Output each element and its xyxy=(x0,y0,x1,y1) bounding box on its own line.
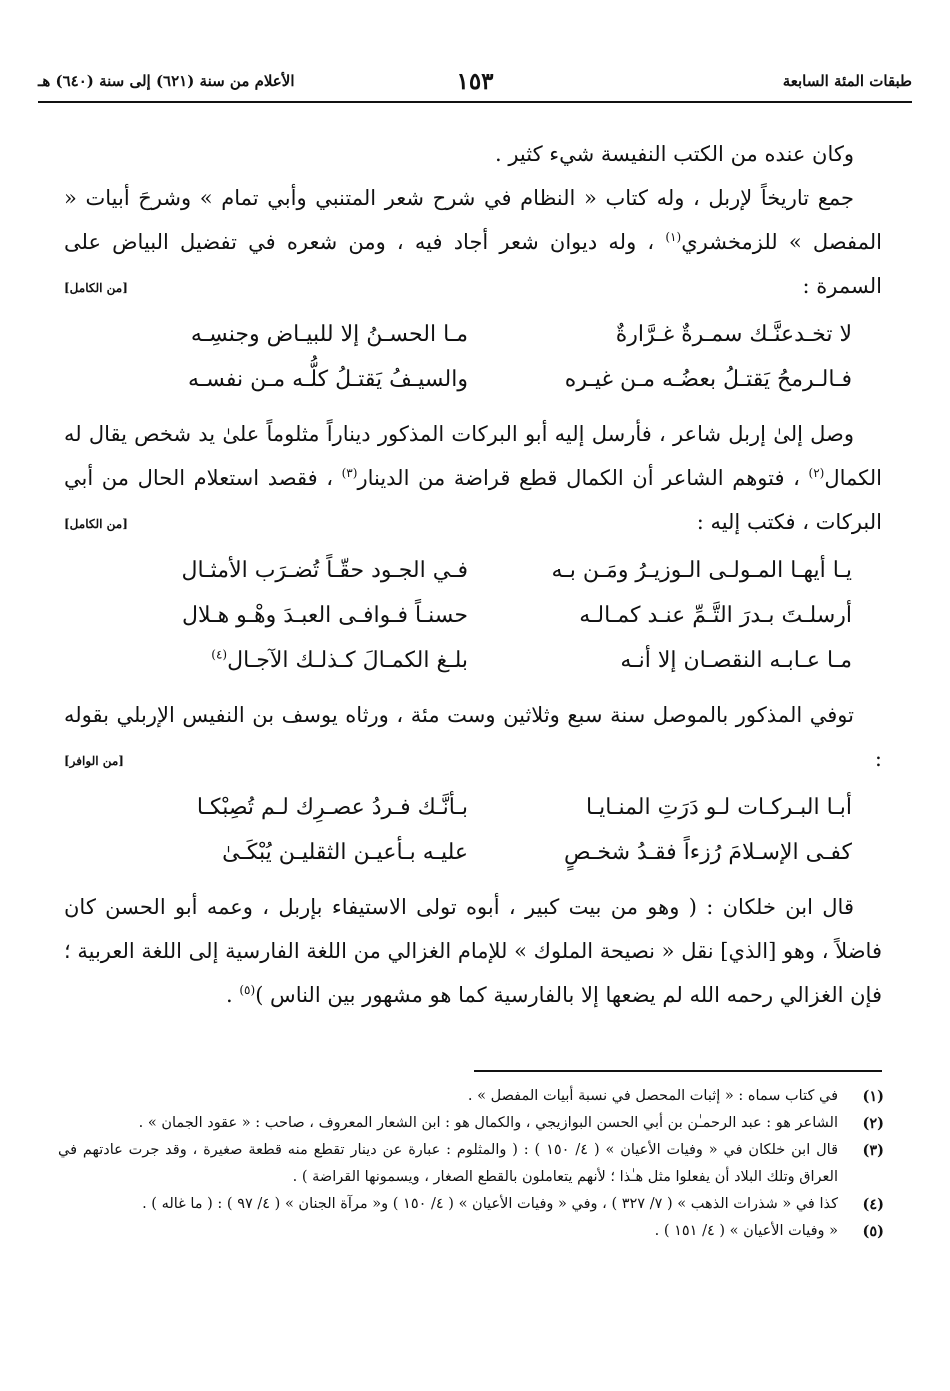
paragraph-5-text-b: . xyxy=(226,983,240,1007)
footnote-number: (٢) xyxy=(862,1115,884,1132)
poem-2-verse xyxy=(84,548,852,593)
page-number: ١٥٣ xyxy=(456,68,494,95)
verse-first-hemistich: أرسلـتَ بـدرَ التَّـمِّ عنـد كمـالـه xyxy=(579,603,852,628)
footnote-text: قال ابن خلكان في « وفيات الأعيان » ( ٤/ ١٥٠ ) : ( والمثلوم : عبارة عن دينار تقطع منه قطعة صغيرة ، وقد جرت عادتهم في العراق وتلك البلاد أن يفعلوا مثل هـٰذا ؛ لأنهم يتعاملون بالقطع الصغار ، ويسمونها القراضة ) . xyxy=(58,1142,839,1185)
poem-3-verse xyxy=(84,830,852,875)
footnote-number: (٥) xyxy=(862,1223,884,1240)
verse-first-hemistich: لا تخـدعنَّـك سمـرةٌ غـرَّارةٌ xyxy=(615,322,852,347)
verse-first-hemistich: مـا عـابـه النقصـان إلا أنـه xyxy=(620,648,852,673)
verse-second-hemistich: بـأنَّـك فـردُ عصـرِك لـم تُصِبْكـا xyxy=(196,795,468,820)
footnote-text: الشاعر هو : عبد الرحمـٰن بن أبي الحسن البوازيجي ، والكمال هو : ابن الشعار المعروف ، صاحب : « عقود الجمان » . xyxy=(138,1115,838,1131)
footnote-ref-1[interactable]: (١) xyxy=(665,230,682,244)
footnote-ref-3[interactable]: (٣) xyxy=(341,466,358,480)
footnote-item xyxy=(58,1137,884,1191)
footnote-item xyxy=(58,1110,884,1137)
paragraph-4-text: توفي المذكور بالموصل سنة سبع وثلاثين وست مئة ، ورثاه يوسف بن النفيس الإربلي بقوله : xyxy=(64,703,882,771)
header-range-title: الأعلام من سنة (٦٢١) إلى سنة (٦٤٠) هـ xyxy=(38,72,295,90)
footnote-number: (١) xyxy=(862,1088,884,1105)
running-header xyxy=(38,68,912,112)
verse-second-hemistich: فـي الجـود حقّـاً تُضـرَب الأمثـال xyxy=(181,558,468,583)
verse-first-hemistich: فـالـرمحُ يَقتـلُ بعضُـه مـن غيـره xyxy=(564,367,852,392)
paragraph-3-text-a: وصل إلىٰ إربل شاعر ، فأرسل إليه أبو البركات المذكور ديناراً مثلوماً علىٰ يد شخص يقال له الكمال xyxy=(64,422,882,490)
paragraph-2 xyxy=(64,176,882,308)
footnote-text: « وفيات الأعيان » ( ٤/ ١٥١ ) . xyxy=(654,1223,838,1239)
header-section-title: طبقات المئة السابعة xyxy=(782,72,912,90)
footnote-ref-4[interactable]: (٤) xyxy=(211,647,228,662)
meter-label-3: [من الوافر] xyxy=(64,754,124,768)
meter-label-2: [من الكامل] xyxy=(64,517,128,531)
poem-2 xyxy=(64,548,882,683)
paragraph-2-text-a: جمع تاريخاً لإربل ، وله كتاب « النظام في شرح شعر المتنبي وأبي تمام » وشرحَ أبيات « المفصل » للزمخشري xyxy=(64,186,883,254)
footnotes xyxy=(58,1083,884,1245)
verse-second-hemistich: حسنـاً فـوافـى العبـدَ وهْـو هـلال xyxy=(182,603,468,628)
footnote-ref-5[interactable]: (٥) xyxy=(239,983,256,997)
paragraph-3-text-c: ، فقصد استعلام الحال من أبي البركات ، فكتب إليه : xyxy=(64,466,882,534)
poem-2-verse xyxy=(84,593,852,638)
verse-first-hemistich: يـا أيهـا المـولـى الـوزيـرُ ومَـن بـه xyxy=(551,558,852,583)
footnote-text: في كتاب سماه : « إثبات المحصل في نسبة أبيات المفصل » . xyxy=(467,1088,838,1104)
footnote-number: (٤) xyxy=(862,1196,884,1213)
verse-first-hemistich: كفـى الإسـلامَ رُزءاً فقـدُ شخـصٍ xyxy=(563,840,852,865)
poem-1-verse xyxy=(84,312,852,357)
verse-second-hemistich: عليـه بـأعيـن الثقليـن يُبْكَـىٰ xyxy=(222,840,468,865)
verse-second-hemistich xyxy=(84,638,468,683)
poem-3 xyxy=(64,785,882,875)
footnote-number: (٣) xyxy=(862,1142,884,1159)
header-rule xyxy=(38,101,912,103)
footnote-ref-2[interactable]: (٢) xyxy=(808,466,825,480)
paragraph-2-text-b: ، وله ديوان شعر أجاد فيه ، ومن شعره في تفضيل البياض على السمرة : xyxy=(64,230,882,298)
paragraph-5 xyxy=(64,885,882,1017)
paragraph-3-text-b: ، فتوهم الشاعر أن الكمال قطع قراضة من الدينار xyxy=(357,466,809,490)
meter-label-1: [من الكامل] xyxy=(64,281,128,295)
verse-second-hemistich: مـا الحسـنُ إلا للبيـاض وجنسِـه xyxy=(190,322,468,347)
poem-1 xyxy=(64,312,882,402)
footnote-item xyxy=(58,1218,884,1245)
paragraph-4 xyxy=(64,693,882,781)
paragraph-3 xyxy=(64,412,882,544)
poem-1-verse xyxy=(84,357,852,402)
poem-3-verse xyxy=(84,785,852,830)
verse-second-hemistich-text: بلـغ الكمـالَ كـذلـك الآجـال xyxy=(227,648,468,673)
footnote-text: كذا في « شذرات الذهب » ( ٧/ ٣٢٧ ) ، وفي « وفيات الأعيان » ( ٤/ ١٥٠ ) و« مرآة الجنان » ( ٤/ ٩٧ ) : ( ما غاله ) . xyxy=(142,1196,838,1212)
main-text xyxy=(64,132,882,1017)
verse-first-hemistich: أبـا البـركـات لـو دَرَتِ المنـايـا xyxy=(586,795,852,820)
verse-second-hemistich: والسيـفُ يَقتـلُ كلُّـه مـن نفسـه xyxy=(188,367,468,392)
footnote-item xyxy=(58,1083,884,1110)
footnote-separator xyxy=(474,1070,882,1072)
paragraph-1: وكان عنده من الكتب النفيسة شيء كثير . xyxy=(494,142,854,166)
paragraph-5-text-a: قال ابن خلكان : ( وهو من بيت كبير ، أبوه تولى الاستيفاء بإربل ، وعمه أبو الحسن كان فاضلاً ، وهو [الذي] نقل « نصيحة الملوك » للإمام الغزالي من اللغة الفارسية إلى اللغة العربية ؛ فإن الغزالي رحمه الله لم يضعها إلا بالفارسية كما هو مشهور بين الناس ) xyxy=(64,895,882,1007)
poem-2-verse xyxy=(84,638,852,683)
footnote-item xyxy=(58,1191,884,1218)
